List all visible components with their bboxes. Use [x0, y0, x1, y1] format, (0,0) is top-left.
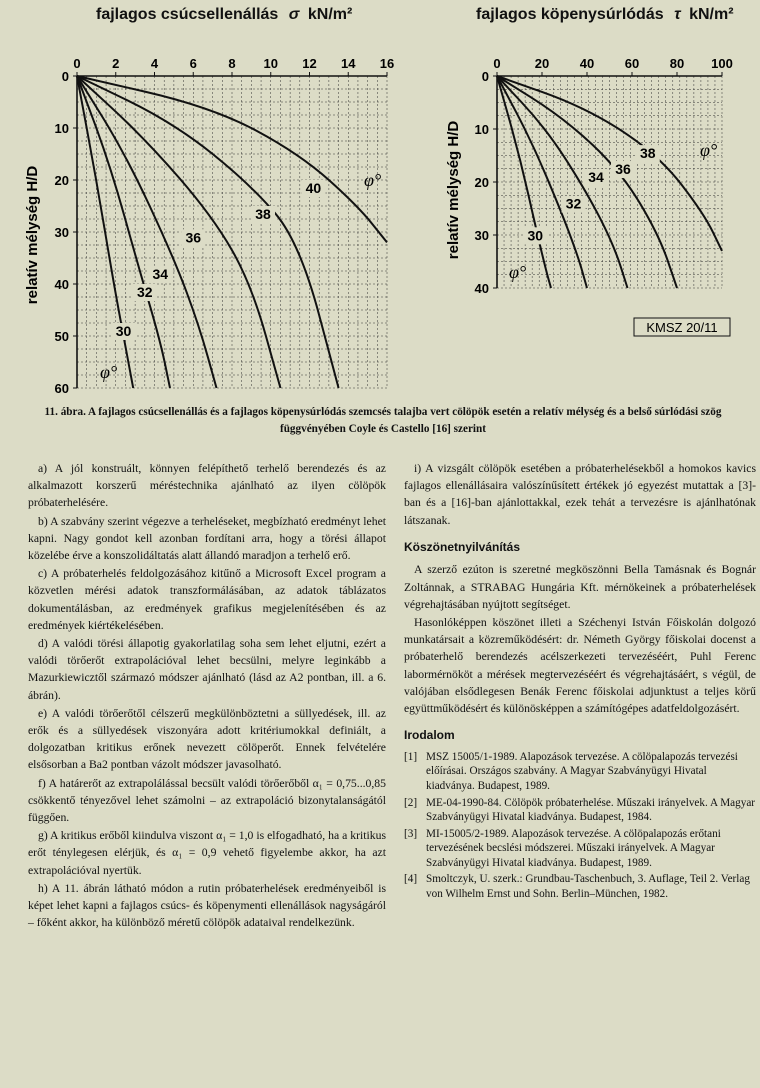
acknowledgements-paragraph-1: A szerző ezúton is szeretné megköszönni Bella Tamásnak és Bognár Zoltánnak, a STRABAG Hungária Kft. mérnökeinek a próbaterhelések végrehajtásában nyújtott segítséget.: [404, 563, 756, 611]
left-curve-label: 30: [115, 323, 132, 339]
left-text-column: [28, 460, 386, 932]
references-heading: Irodalom: [404, 728, 455, 743]
right-title-symbol: τ: [674, 6, 681, 23]
left-curve-label: 40: [305, 180, 322, 196]
right-y-axis-label: relatív mélység H/D: [445, 120, 462, 260]
chart-canvas: [0, 0, 760, 400]
acknowledgements-heading: Köszönetnyilvánítás: [404, 539, 521, 554]
right-phi-symbol-2: φ°: [700, 140, 718, 160]
left-curve-label: 34: [152, 265, 169, 282]
right-y-tick-label: 10: [474, 122, 489, 137]
right-x-tick-label: 20: [534, 56, 550, 71]
left-x-tick-label: 10: [263, 56, 278, 71]
left-phi-symbol-2: φ°: [364, 170, 382, 190]
right-phi-symbol: φ°: [509, 262, 527, 282]
left-y-axis-label: relatív mélység H/D: [24, 165, 41, 305]
left-x-tick-label: 0: [73, 56, 81, 71]
reference-text: MI-15005/2-1989. Alapozások tervezése. A cölöpalapozás erőtani tervezésének becslési módszerei. Műszaki irányelvek. A Magyar Szabványügyi Hivatal kiadványa. Budapest, 1989.: [426, 827, 721, 869]
figure: [0, 0, 760, 400]
left-chart: [55, 56, 395, 396]
left-title-text: fajlagos csúcsellenállás: [96, 6, 279, 23]
reference-number: [2]: [404, 796, 418, 809]
paragraph-a: a) A jól konstruált, könnyen felépíthető terhelő berendezés és az alkalmazott korszerű méréstechnika ajánlható az ilyen cölöpök próbaterhelésére.: [28, 462, 386, 510]
left-y-tick-label: 30: [54, 225, 69, 240]
right-x-tick-label: 80: [669, 56, 685, 71]
left-y-tick-label: 0: [61, 69, 69, 84]
left-title-symbol: σ: [288, 6, 300, 23]
paragraph-f: f) A határerőt az extrapolálással becsült valódi törőerőből α₁ = 0,75...0,85 csökkentő tényezővel lehet számolni – az extrapoláció bizonytalanságától függően.: [28, 776, 386, 825]
left-curve-label: 36: [185, 229, 202, 246]
right-curve-label: 34: [588, 169, 604, 185]
right-curve-label: 30: [527, 227, 544, 244]
right-y-tick-label: 0: [481, 69, 489, 84]
paragraph-e: e) A valódi törőerőtől célszerű megkülönböztetni a süllyedések, ill. az erők és a süllyedések viszonyára adott kritériumokkal definiált, a dolgozatban kritikus erőnek nevezett cölöperőt. Ennek felvételére elsősorban a Ba2 pontban vázolt módszer javasolható.: [28, 706, 386, 772]
paragraph-g: g) A kritikus erőből kiindulva viszont α₁ = 1,0 is elfogadható, ha a kritikus erőt ténylegesen elérjük, és α₁ = 0,9 vehető figyelembe akkor, ha azt extrapolációval nyertük.: [28, 829, 386, 877]
left-curve-label: 38: [255, 206, 271, 222]
right-x-tick-label: 40: [579, 56, 595, 71]
acknowledgements-paragraph-2: Hasonlóképpen köszönet illeti a Széchenyi István Főiskolán dolgozó munkatársait a közreműködésért: dr. Németh György főiskolai docenst a próbaterhelő berendezés acélszerkezeti tervezéséért, Puhl Ferenc labormérnököt a mérések megtervezéséért és végrehajtásáért, s végül, de valójában elsődlegesen Benák Ferenc főiskolai adjunktust a teljes körű együttműködésért és különösképpen a számítógépes adatfeldolgozásért.: [404, 616, 756, 716]
left-y-tick-label: 60: [54, 381, 69, 396]
paragraph-i: i) A vizsgált cölöpök esetében a próbaterhelésekből a homokos kavics fajlagos ellenállásaira valószínűsített értékek jó egyezést mutattak a [3]-ban és a [16]-ban ajánlottakkal, ezek tehát a tervezésre is ajánlhatónak látszanak.: [404, 462, 756, 527]
right-x-tick-label: 100: [711, 56, 733, 71]
left-x-tick-label: 16: [379, 56, 395, 71]
reference-item: [404, 750, 756, 794]
right-y-tick-label: 40: [474, 281, 489, 296]
right-text-column: [404, 460, 756, 904]
reference-number: [1]: [404, 750, 418, 763]
left-curve-label: 32: [137, 284, 153, 300]
figure-caption: 11. ábra. A fajlagos csúcsellenállás és a fajlagos köpenysúrlódás szemcsés talajba vert cölöpök esetén a relatív mélység és a belső súrlódási szög függvényében Coyle és Castello [16] szerint: [44, 406, 722, 436]
right-curve-label: 32: [565, 195, 582, 212]
figure-code-label: KMSZ 20/11: [646, 320, 718, 335]
right-x-tick-label: 60: [624, 56, 640, 71]
left-y-tick-label: 40: [54, 277, 69, 292]
right-y-tick-label: 30: [474, 228, 489, 243]
left-phi-symbol: φ°: [100, 362, 118, 382]
right-chart: [475, 56, 733, 296]
right-title-unit: kN/m²: [689, 6, 734, 23]
left-curve-38: [77, 76, 339, 388]
right-curve-label: 38: [639, 145, 656, 162]
right-curve-label: 36: [615, 161, 631, 178]
reference-text: ME-04-1990-84. Cölöpök próbaterhelése. Műszaki irányelvek. A Magyar Szabványügyi Hivatal kiadványa. Budapest, 1984.: [426, 796, 756, 824]
paragraph-d: d) A valódi törési állapotig gyakorlatilag soha sem lehet eljutni, ezért a valódi törőerőt extrapolációval lehet becsülni, melyre leginkább a Mazurkiewicztől származó módszer ajánlható (lásd az A2 pontban, ill. a 6. ábrán).: [28, 637, 386, 702]
paragraph-b: b) A szabvány szerint végezve a terheléseket, megbízható eredményt lehet kapni. Nagy gondot kell azonban fordítani arra, hogy a törési állapot közelébe érve a konszolidáltatás alatt állandó maradjon a terhelő erő.: [28, 514, 386, 563]
left-y-tick-label: 50: [54, 329, 69, 344]
right-title-text: fajlagos köpenysúrlódás: [476, 6, 664, 23]
reference-item: [404, 796, 756, 825]
left-x-tick-label: 2: [112, 56, 120, 71]
left-y-tick-label: 10: [54, 121, 69, 136]
left-x-tick-label: 4: [150, 56, 159, 71]
left-x-tick-label: 14: [341, 56, 356, 71]
left-x-tick-label: 6: [189, 56, 197, 71]
right-y-tick-label: 20: [474, 175, 489, 190]
reference-item: [404, 872, 756, 901]
paragraph-h: h) A 11. ábrán látható módon a rutin próbaterhelések eredményeiből is képet lehet kapni a fajlagos csúcs- és köpenymenti ellenállások nagyságáról – főként akkor, ha különböző méretű cölöpök adataival rendelkezünk.: [28, 881, 386, 930]
reference-text: MSZ 15005/1-1989. Alapozások tervezése. A cölöpalapozás tervezési előírásai. Országos szabvány. A Magyar Szabványügyi Hivatal kiadványa. Budapest, 1989.: [426, 750, 738, 793]
left-x-tick-label: 8: [228, 56, 236, 71]
reference-number: [4]: [404, 873, 418, 886]
right-x-tick-label: 0: [493, 56, 501, 71]
reference-text: Smoltczyk, U. szerk.: Grundbau-Taschenbuch, 3. Auflage, Teil 2. Verlag von Wilhelm Ernst und Sohn. Berlin–München, 1982.: [426, 873, 750, 900]
left-title-unit: kN/m²: [307, 6, 353, 23]
left-x-tick-label: 12: [302, 56, 317, 71]
left-y-tick-label: 20: [54, 173, 69, 188]
paragraph-c: c) A próbaterhelés feldolgozásához kitűnő a Microsoft Excel program a közvetlen mérési adatok transzformálásában, az adatok táblázatos dokumentálásban, az eredmények grafikus megjelenítésében és az eredmények kiértékelésében.: [28, 567, 386, 632]
reference-number: [3]: [404, 827, 418, 840]
reference-item: [404, 827, 756, 871]
references-list: [404, 750, 756, 902]
